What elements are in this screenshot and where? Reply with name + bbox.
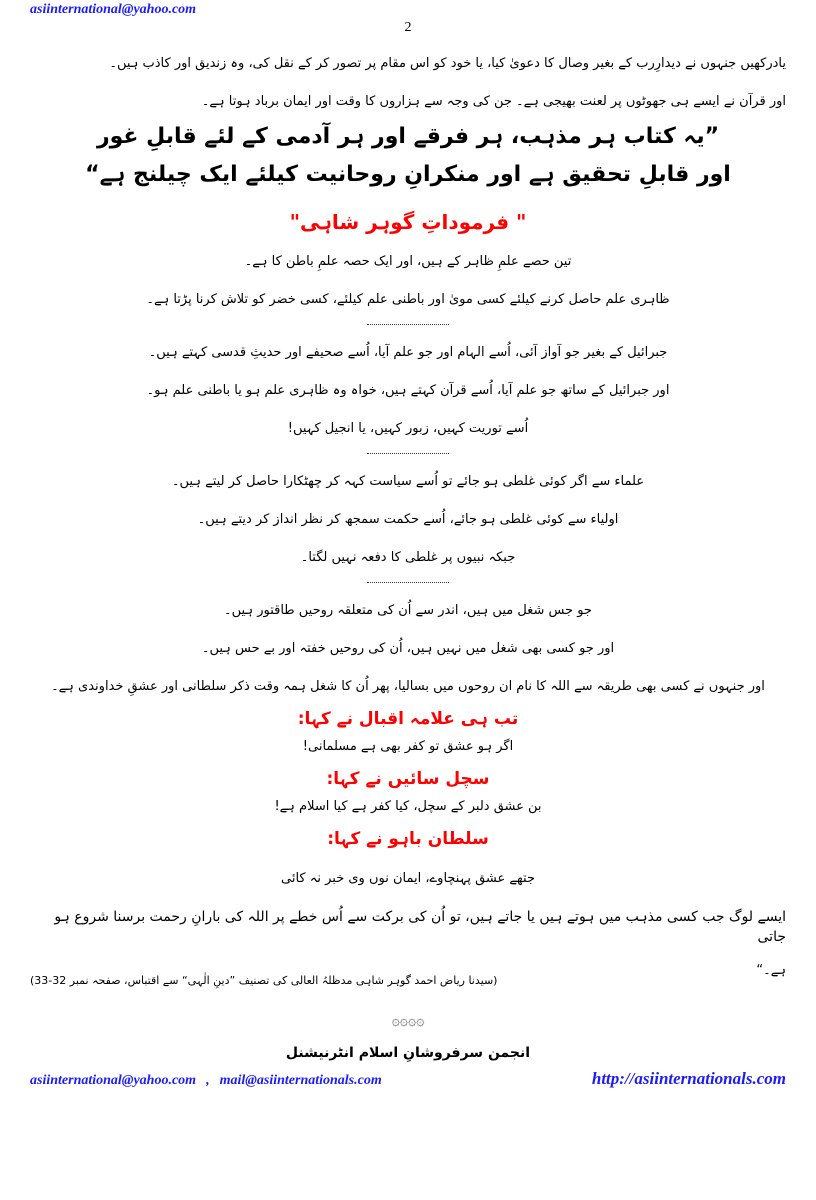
saying-line: اور جبرائیل کے ساتھ جو علم آیا، اُسے قرآن کہتے ہیں، خواہ وہ ظاہری علم ہو یا باطنی علم ہو۔ [146, 383, 670, 398]
verse-line: جتھے عشق پہنچاوے، ایمان نوں وی خبر نہ کائی [281, 871, 535, 886]
closing-citation-row [30, 961, 786, 1001]
dotted-divider [367, 324, 449, 325]
citation: (سیدنا ریاض احمد گوہر شاہی مدظلہُ العالی کی تصنیف ”دینِ الٰہی“ سے اقتباس، صفحہ نمبر 32-33) [30, 974, 498, 987]
saying-line: جو جس شغل میں ہیں، اندر سے اُن کی متعلقہ روحیں طاقتور ہیں۔ [224, 603, 592, 618]
dotted-divider [367, 582, 449, 583]
saying-line: ظاہری علم حاصل کرنے کیلئے کسی مویٰ اور باطنی علم کیلئے، کسی خضر کو تلاش کرنا پڑتا ہے۔ [146, 292, 670, 307]
footer-email-1[interactable]: asiinternational@yahoo.com [30, 1073, 197, 1088]
saying-line: اور جنہوں نے کسی بھی طریقہ سے اللہ کا نام ان روحوں میں بسالیا، پھر اُن کا شغل ہمہ وقت ذکر سلطانی اور عشقِ خداوندی ہے۔ [51, 679, 765, 694]
page-number: 2 [404, 20, 412, 35]
footer-email-2[interactable]: mail@asiinternationals.com [219, 1073, 382, 1088]
header-email[interactable]: asiinternational@yahoo.com [30, 2, 197, 17]
footer-links [30, 1069, 786, 1089]
section-title: " فرموداتِ گوہر شاہی" [289, 210, 527, 234]
organization-name: انجمن سرفروشانِ اسلام انٹرنیشنل [285, 1045, 531, 1061]
speaker-heading: سلطان باہو نے کہا: [327, 829, 489, 849]
intro-line: یادرکھیں جنہوں نے دیدارِرب کے بغیر وصال کا دعویٰ کیا، یا خود کو اس مقام پر تصور کر کے نقل کی، وہ زندیق اور کاذب ہیں۔ [109, 56, 786, 71]
footer-website-link[interactable]: http://asiinternationals.com [591, 1069, 786, 1088]
saying-line: علماء سے اگر کوئی غلطی ہو جائے تو اُسے سیاست کہہ کر چھٹکارا حاصل کر لیتے ہیں۔ [171, 474, 645, 489]
closing-line: ایسے لوگ جب کسی مذہب میں ہوتے ہیں یا جاتے ہیں، تو اُن کی برکت سے اُس خطے پر اللہ کی بارانِ رحمت برسنا شروع ہو جاتی [54, 909, 786, 945]
intro-line: اور قرآن نے ایسے ہی جھوٹوں پر لعنت بھیجی ہے۔ جن کی وجہ سے ہزاروں کا وقت اور ایمان برباد ہوتا ہے۔ [201, 94, 786, 109]
verse-line: اگر ہو عشق تو کفر بھی ہے مسلمانی! [302, 739, 514, 754]
ornament-stars: ۞۞۞۞ [391, 1013, 425, 1029]
saying-line: جبرائیل کے بغیر جو آواز آئی، اُسے الہام اور جو علم آیا، اُسے صحیفے اور حدیثِ قدسی کہتے ہیں۔ [148, 345, 668, 360]
saying-line: اولیاء سے کوئی غلطی ہو جائے، اُسے حکمت سمجھ کر نظر انداز کر دیتے ہیں۔ [197, 512, 619, 527]
footer-separator: , [206, 1073, 210, 1088]
speaker-heading: تب ہی علامہ اقبال نے کہا: [297, 709, 519, 729]
saying-line: تین حصے علمِ ظاہر کے ہیں، اور ایک حصہ علمِ باطن کا ہے۔ [244, 254, 572, 269]
quote-line: اور قابلِ تحقیق ہے اور منکرانِ روحانیت کیلئے ایک چیلنج ہے“ [85, 162, 731, 187]
dotted-divider [367, 453, 449, 454]
saying-line: اور جو کسی بھی شغل میں نہیں ہیں، اُن کی روحیں خفتہ اور بے حس ہیں۔ [201, 641, 615, 656]
saying-line: جبکہ نبیوں پر غلطی کا دفعہ نہیں لگتا۔ [300, 550, 516, 565]
speaker-heading: سچل سائیں نے کہا: [326, 769, 490, 789]
closing-line: ہے۔“ [756, 963, 786, 978]
quote-line: ”یہ کتاب ہر مذہب، ہر فرقے اور ہر آدمی کے لئے قابلِ غور [96, 124, 720, 149]
verse-line: بن عشق دلبر کے سچل، کیا کفر ہے کیا اسلام ہے! [274, 799, 542, 814]
saying-line: اُسے توریت کہیں، زبور کہیں، یا انجیل کہیں! [287, 421, 529, 436]
